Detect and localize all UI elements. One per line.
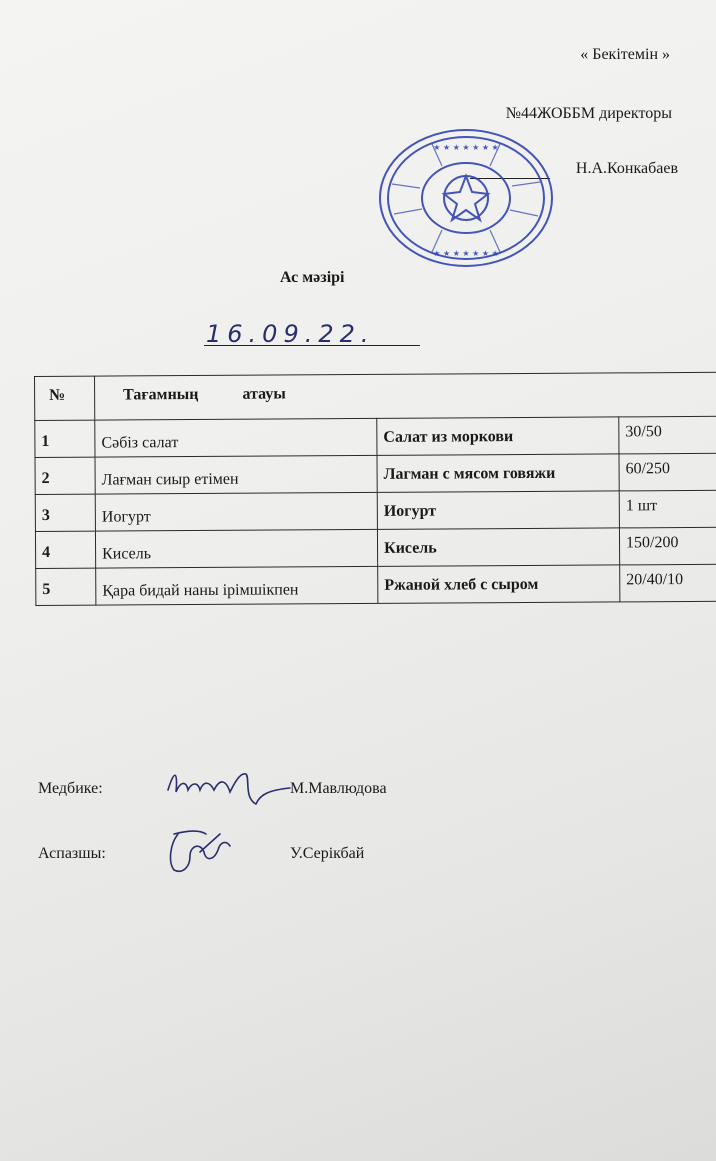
- table-row: [35, 490, 716, 531]
- director-name: Н.А.Конкабаев: [575, 160, 678, 177]
- row-number: 4: [35, 531, 95, 568]
- date-underline: [204, 345, 420, 346]
- dish-name-kz: Қара бидай наны ірімшікпен: [96, 566, 378, 605]
- nurse-label: Медбике:: [38, 780, 103, 797]
- cook-name: У.Серікбай: [290, 845, 365, 862]
- dish-name-ru: Ржаной хлеб с сыром: [378, 565, 620, 603]
- nurse-signature: [160, 764, 300, 810]
- row-number: 5: [36, 568, 96, 605]
- dish-portion: 150/200: [619, 527, 716, 565]
- nurse-name: М.Мавлюдова: [290, 780, 387, 797]
- svg-text:★ ★ ★ ★ ★ ★ ★: ★ ★ ★ ★ ★ ★ ★: [433, 143, 499, 152]
- cook-signature: [160, 822, 240, 880]
- dish-portion: 1 шт: [619, 490, 716, 528]
- header-dish-name-2: атауы: [242, 385, 286, 403]
- menu-table: [34, 372, 716, 606]
- header-dish-name: [95, 372, 716, 420]
- dish-portion: 30/50: [619, 416, 716, 454]
- svg-text:★ ★ ★ ★ ★ ★ ★: ★ ★ ★ ★ ★ ★ ★: [433, 249, 499, 258]
- dish-name-ru: Лагман с мясом говяжи: [377, 454, 619, 492]
- row-number: 3: [35, 494, 95, 531]
- dish-portion: 20/40/10: [620, 564, 716, 602]
- director-title: №44ЖОББМ директоры: [505, 105, 672, 122]
- header-dish-name-1: Тағамның: [123, 385, 199, 404]
- cook-label: Аспазшы:: [38, 845, 106, 862]
- dish-name-ru: Салат из моркови: [377, 417, 619, 455]
- header-number: №: [35, 376, 95, 420]
- approval-heading: « Бекітемін »: [580, 46, 670, 63]
- menu-title: Ас мәзірі: [280, 269, 345, 286]
- row-number: 1: [35, 420, 95, 457]
- dish-name-kz: Сәбіз салат: [95, 418, 377, 457]
- dish-name-ru: Кисель: [377, 528, 619, 566]
- table-row: [35, 453, 716, 494]
- table-row: [36, 564, 716, 605]
- dish-name-ru: Иогурт: [377, 491, 619, 529]
- table-row: [35, 416, 716, 457]
- dish-portion: 60/250: [619, 453, 716, 491]
- dish-name-kz: Кисель: [95, 529, 377, 568]
- row-number: 2: [35, 457, 95, 494]
- table-row: [35, 527, 716, 568]
- school-stamp: [372, 124, 560, 272]
- table-header-row: [35, 372, 716, 420]
- svg-text:16.09.22.: 16.09.22.: [206, 320, 375, 348]
- dish-name-kz: Иогурт: [95, 492, 377, 531]
- dish-name-kz: Лағман сиыр етімен: [95, 455, 377, 494]
- handwritten-date: [202, 316, 422, 352]
